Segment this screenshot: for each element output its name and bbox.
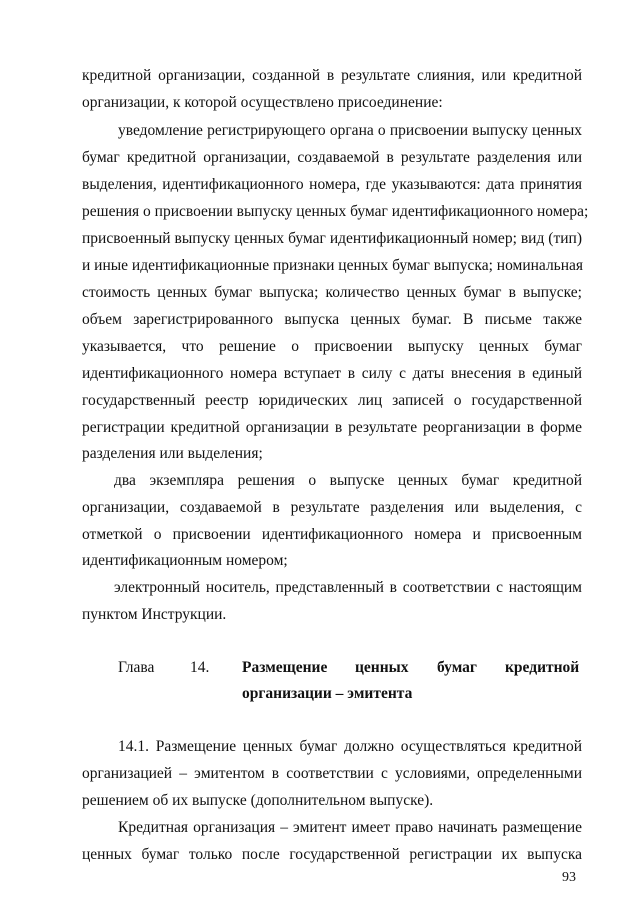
text-line: организации, создаваемой в результате разделения или выделения, с [82, 499, 582, 516]
text-line: присвоенный выпуску ценных бумаг идентификационный номер; вид (тип) [82, 230, 582, 247]
chapter-title-word: ценных [355, 659, 409, 676]
text-line: два экземпляра решения о выпуске ценных бумаг кредитной [114, 472, 582, 489]
text-line: решения о присвоении выпуску ценных бумаг идентификационного номера; [82, 203, 589, 220]
page-number: 93 [562, 870, 576, 885]
text-line: электронный носитель, представленный в соответствии с настоящим [114, 579, 582, 596]
text-line: 14.1. Размещение ценных бумаг должно осуществляться кредитной [118, 738, 582, 755]
text-line: пунктом Инструкции. [82, 606, 227, 623]
chapter-title-word: кредитной [505, 659, 580, 676]
text-line: организацией – эмитентом в соответствии с условиями, определенными [82, 765, 582, 782]
text-line: бумаг кредитной организации, создаваемой в результате разделения или [82, 149, 582, 166]
text-line: выделения, идентификационного номера, где указываются: дата принятия [82, 176, 582, 193]
text-line: уведомление регистрирующего органа о присвоении выпуску ценных [118, 122, 582, 139]
text-line: идентификационного номера вступает в силу с даты внесения в единый [82, 365, 582, 382]
text-line: ценных бумаг только после государственной регистрации их выпуска [82, 846, 582, 863]
chapter-title-word: бумаг [437, 659, 477, 676]
text-line: регистрации кредитной организации в результате реорганизации в форме [82, 419, 582, 436]
text-line: решением об их выпуске (дополнительном выпуске). [82, 792, 434, 809]
text-line: отметкой о присвоении идентификационного номера и присвоенным [82, 526, 582, 543]
text-line: Кредитная организация – эмитент имеет право начинать размещение [118, 819, 582, 836]
text-line: государственный реестр юридических лиц записей о государственной [82, 392, 582, 409]
text-line: идентификационным номером; [82, 552, 288, 569]
text-line: объем зарегистрированного выпуска ценных бумаг. В письме также [82, 311, 582, 328]
text-line: организации, к которой осуществлено присоединение: [82, 94, 443, 111]
chapter-number: 14. [190, 659, 210, 676]
text-line: указывается, что решение о присвоении выпуску ценных бумаг [82, 338, 582, 355]
text-line: и иные идентификационные признаки ценных бумаг выпуска; номинальная [82, 257, 584, 274]
text-line: стоимость ценных бумаг выпуска; количество ценных бумаг в выпуске; [82, 284, 582, 301]
chapter-title-word: Размещение [242, 659, 328, 676]
text-line: кредитной организации, созданной в результате слияния, или кредитной [82, 67, 582, 84]
text-line: разделения или выделения; [82, 445, 263, 462]
chapter-label: Глава [118, 659, 155, 676]
chapter-title-line2: организации – эмитента [242, 685, 413, 702]
